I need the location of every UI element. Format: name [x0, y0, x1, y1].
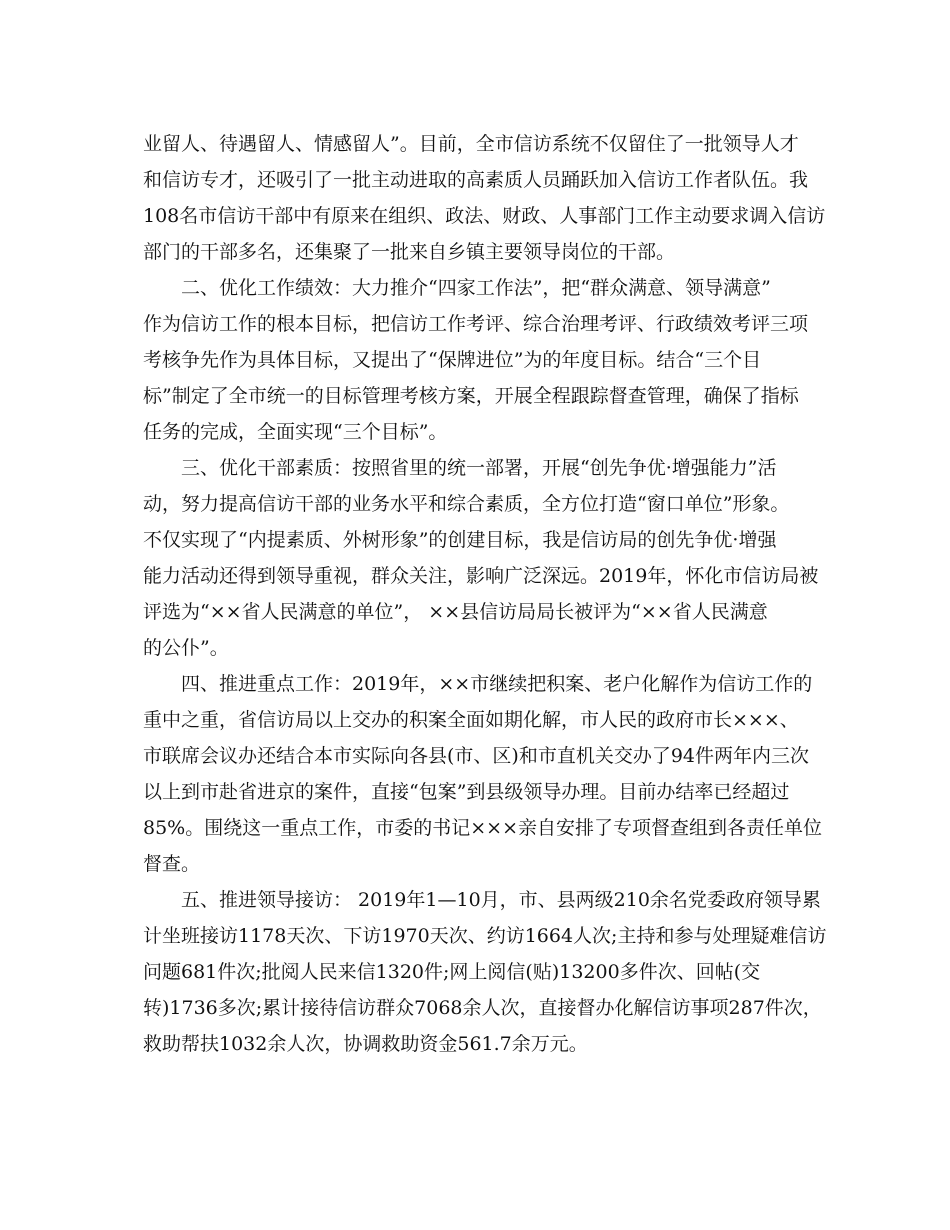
- text-line: 以上到市赴省进京的案件，直接“包案”到县级领导办理。目前办结率已经超过: [143, 781, 790, 803]
- text-line: 重中之重，省信访局以上交办的积案全面如期化解，市人民的政府市长×××、: [143, 709, 799, 731]
- text-line: 108名市信访干部中有原来在组织、政法、财政、人事部门工作主动要求调入信访: [143, 205, 826, 227]
- text-line: 业留人、待遇留人、情感留人”。目前，全市信访系统不仅留住了一批领导人才: [143, 133, 799, 155]
- paragraph-continued: [143, 126, 826, 270]
- text-line: 救助帮扶1032余人次，协调救助资金561.7余万元。: [143, 1033, 588, 1055]
- text-line: 督查。: [143, 853, 201, 875]
- text-line: 问题681件次;批阅人民来信1320件;网上阅信(贴)13200多件次、回帖(交: [143, 961, 761, 983]
- text-line: 计坐班接访1178天次、下访1970天次、约访1664人次;主持和参与处理疑难信访: [143, 925, 827, 947]
- document-body: [143, 126, 827, 1062]
- text-line: 动，努力提高信访干部的业务水平和综合素质，全方位打造“窗口单位”形象。: [143, 493, 790, 515]
- paragraph-optimize-cadre-quality: [143, 450, 819, 666]
- text-line: 考核争先作为具体目标，又提出了“保牌进位”为的年度目标。结合“三个目: [143, 349, 762, 371]
- text-line: 85%。围绕这一重点工作，市委的书记×××亲自安排了专项督查组到各责任单位: [143, 817, 822, 839]
- paragraph-key-work: [143, 666, 822, 882]
- paragraph-optimize-performance: [143, 270, 811, 450]
- text-line: 部门的干部多名，还集聚了一批来自乡镇主要领导岗位的干部。: [143, 241, 676, 263]
- text-line: 二、优化工作绩效：大力推介“四家工作法”，把“群众满意、领导满意”: [181, 277, 771, 299]
- text-line: 任务的完成，全面实现“三个目标”。: [143, 421, 448, 443]
- paragraph-leader-reception: [143, 882, 827, 1062]
- text-line: 四、推进重点工作：2019年，××市继续把积案、老户化解作为信访工作的: [181, 673, 813, 695]
- text-line: 市联席会议办还结合本市实际向各县(市、区)和市直机关交办了94件两年内三次: [143, 745, 810, 767]
- text-line: 评选为“××省人民满意的单位”， ××县信访局局长被评为“××省人民满意: [143, 601, 768, 623]
- text-line: 三、优化干部素质：按照省里的统一部署，开展“创先争优·增强能力”活: [181, 457, 777, 479]
- text-line: 标”制定了全市统一的目标管理考核方案，开展全程跟踪督查管理，确保了指标: [143, 385, 799, 407]
- text-line: 转)1736多次;累计接待信访群众7068余人次，直接督办化解信访事项287件次，: [143, 997, 822, 1019]
- text-line: 的公仆”。: [143, 637, 229, 659]
- text-line: 不仅实现了“内提素质、外树形象”的创建目标，我是信访局的创先争优·增强: [143, 529, 777, 551]
- text-line: 能力活动还得到领导重视，群众关注，影响广泛深远。2019年，怀化市信访局被: [143, 565, 819, 587]
- text-line: 和信访专才，还吸引了一批主动进取的高素质人员踊跃加入信访工作者队伍。我: [143, 169, 809, 191]
- text-line: 五、推进领导接访： 2019年1—10月，市、县两级210余名党委政府领导累: [181, 889, 821, 911]
- text-line: 作为信访工作的根本目标，把信访工作考评、综合治理考评、行政绩效考评三项: [143, 313, 809, 335]
